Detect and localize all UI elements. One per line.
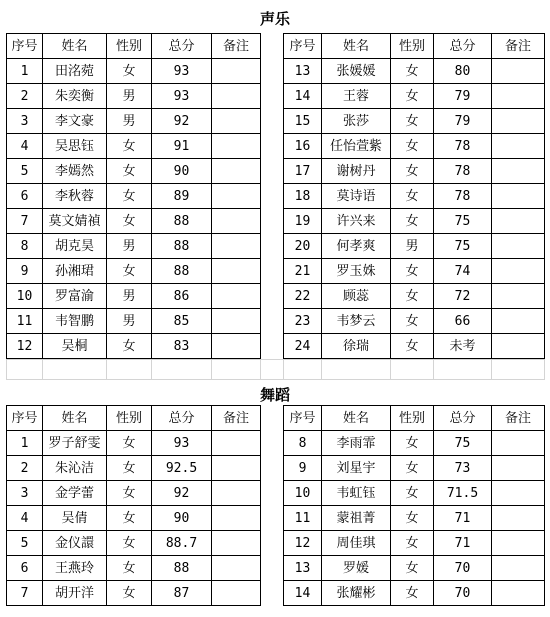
gender-cell: 女 — [391, 531, 434, 556]
dance-table-left — [6, 405, 261, 606]
student-name-cell: 莫文婧禎 — [43, 209, 107, 234]
row-number-cell: 3 — [7, 109, 43, 134]
row-number-cell: 9 — [7, 259, 43, 284]
row-number-cell: 2 — [7, 84, 43, 109]
remarks-cell — [212, 109, 261, 134]
row-number-cell: 13 — [284, 556, 322, 581]
total-score-cell: 71 — [434, 531, 492, 556]
gender-cell: 女 — [391, 334, 434, 359]
total-score-cell: 未考 — [434, 334, 492, 359]
gender-cell: 女 — [391, 309, 434, 334]
student-name-cell: 吴桐 — [43, 334, 107, 359]
student-name-cell: 罗子舒雯 — [43, 431, 107, 456]
table-row — [284, 234, 545, 259]
row-number-cell: 19 — [284, 209, 322, 234]
row-number-cell: 13 — [284, 59, 322, 84]
student-name-cell: 韦智鹏 — [43, 309, 107, 334]
gender-cell: 女 — [107, 431, 152, 456]
row-number-cell: 8 — [284, 431, 322, 456]
remarks-cell — [212, 234, 261, 259]
student-name-cell: 许兴来 — [322, 209, 391, 234]
student-name-cell: 罗富渝 — [43, 284, 107, 309]
row-number-cell: 20 — [284, 234, 322, 259]
gender-cell: 男 — [391, 234, 434, 259]
row-number-cell: 22 — [284, 284, 322, 309]
row-number-cell: 8 — [7, 234, 43, 259]
student-name-cell: 刘星宇 — [322, 456, 391, 481]
row-number-cell: 12 — [284, 531, 322, 556]
gender-cell: 女 — [107, 134, 152, 159]
column-header: 序号 — [7, 34, 43, 59]
total-score-cell: 92.5 — [152, 456, 212, 481]
total-score-cell: 88.7 — [152, 531, 212, 556]
remarks-cell — [492, 134, 545, 159]
student-name-cell: 罗玉姝 — [322, 259, 391, 284]
remarks-cell — [492, 531, 545, 556]
total-score-cell: 85 — [152, 309, 212, 334]
student-name-cell: 李秋蓉 — [43, 184, 107, 209]
total-score-cell: 79 — [434, 109, 492, 134]
gender-cell: 男 — [107, 234, 152, 259]
total-score-cell: 79 — [434, 84, 492, 109]
student-name-cell: 韦梦云 — [322, 309, 391, 334]
student-name-cell: 张耀彬 — [322, 581, 391, 606]
table-row — [284, 159, 545, 184]
row-number-cell: 1 — [7, 59, 43, 84]
dance-left-body — [7, 406, 261, 606]
gender-cell: 女 — [391, 456, 434, 481]
remarks-cell — [212, 134, 261, 159]
header-row — [7, 406, 261, 431]
remarks-cell — [492, 334, 545, 359]
student-name-cell: 朱奕衡 — [43, 84, 107, 109]
table-row — [7, 506, 261, 531]
row-number-cell: 18 — [284, 184, 322, 209]
table-row — [7, 209, 261, 234]
table-row — [284, 481, 545, 506]
total-score-cell: 87 — [152, 581, 212, 606]
row-number-cell: 23 — [284, 309, 322, 334]
total-score-cell: 80 — [434, 59, 492, 84]
row-number-cell: 12 — [7, 334, 43, 359]
table-row — [7, 481, 261, 506]
table-row — [7, 284, 261, 309]
row-number-cell: 14 — [284, 84, 322, 109]
total-score-cell: 78 — [434, 134, 492, 159]
total-score-cell: 93 — [152, 59, 212, 84]
table-row — [284, 59, 545, 84]
column-header: 姓名 — [43, 406, 107, 431]
column-header: 性别 — [391, 34, 434, 59]
gender-cell: 女 — [391, 259, 434, 284]
gender-cell: 女 — [391, 284, 434, 309]
student-name-cell: 田洺菀 — [43, 59, 107, 84]
gender-cell: 女 — [107, 556, 152, 581]
column-header: 序号 — [7, 406, 43, 431]
student-name-cell: 罗媛 — [322, 556, 391, 581]
table-row — [284, 506, 545, 531]
gender-cell: 女 — [107, 481, 152, 506]
gender-cell: 女 — [391, 184, 434, 209]
total-score-cell: 92 — [152, 481, 212, 506]
header-row — [7, 34, 261, 59]
column-header: 序号 — [284, 34, 322, 59]
row-number-cell: 6 — [7, 556, 43, 581]
gender-cell: 女 — [107, 59, 152, 84]
student-name-cell: 王燕玲 — [43, 556, 107, 581]
gender-cell: 女 — [107, 506, 152, 531]
total-score-cell: 74 — [434, 259, 492, 284]
remarks-cell — [212, 481, 261, 506]
remarks-cell — [212, 506, 261, 531]
total-score-cell: 90 — [152, 506, 212, 531]
row-number-cell: 11 — [7, 309, 43, 334]
row-number-cell: 11 — [284, 506, 322, 531]
gender-cell: 女 — [107, 159, 152, 184]
total-score-cell: 75 — [434, 234, 492, 259]
student-name-cell: 胡克昊 — [43, 234, 107, 259]
header-row — [284, 34, 545, 59]
row-number-cell: 1 — [7, 431, 43, 456]
gender-cell: 男 — [107, 284, 152, 309]
remarks-cell — [212, 209, 261, 234]
total-score-cell: 72 — [434, 284, 492, 309]
header-row — [284, 406, 545, 431]
remarks-cell — [212, 456, 261, 481]
section-title-vocal: 声乐 — [259, 10, 290, 28]
student-name-cell: 李雨霏 — [322, 431, 391, 456]
student-name-cell: 何孝爽 — [322, 234, 391, 259]
remarks-cell — [492, 209, 545, 234]
student-name-cell: 顾蕊 — [322, 284, 391, 309]
gender-cell: 女 — [391, 506, 434, 531]
remarks-cell — [492, 284, 545, 309]
gender-cell: 女 — [391, 209, 434, 234]
row-number-cell: 4 — [7, 134, 43, 159]
table-row — [284, 334, 545, 359]
student-name-cell: 张媛媛 — [322, 59, 391, 84]
total-score-cell: 92 — [152, 109, 212, 134]
column-header: 备注 — [492, 406, 545, 431]
gender-cell: 女 — [107, 209, 152, 234]
row-number-cell: 7 — [7, 581, 43, 606]
total-score-cell: 88 — [152, 209, 212, 234]
gender-cell: 女 — [391, 84, 434, 109]
remarks-cell — [212, 259, 261, 284]
table-row — [7, 134, 261, 159]
total-score-cell: 75 — [434, 431, 492, 456]
gender-cell: 女 — [391, 581, 434, 606]
remarks-cell — [212, 556, 261, 581]
table-row — [7, 531, 261, 556]
table-row — [7, 581, 261, 606]
student-name-cell: 李文豪 — [43, 109, 107, 134]
column-header: 序号 — [284, 406, 322, 431]
column-header: 备注 — [212, 34, 261, 59]
column-header: 性别 — [107, 34, 152, 59]
remarks-cell — [492, 184, 545, 209]
total-score-cell: 90 — [152, 159, 212, 184]
table-row — [7, 456, 261, 481]
student-name-cell: 张莎 — [322, 109, 391, 134]
row-number-cell: 2 — [7, 456, 43, 481]
student-name-cell: 莫诗语 — [322, 184, 391, 209]
remarks-cell — [212, 184, 261, 209]
row-number-cell: 21 — [284, 259, 322, 284]
column-header: 总分 — [152, 34, 212, 59]
total-score-cell: 86 — [152, 284, 212, 309]
column-header: 姓名 — [322, 34, 391, 59]
student-name-cell: 金仪譞 — [43, 531, 107, 556]
gender-cell: 女 — [107, 259, 152, 284]
table-row — [7, 109, 261, 134]
total-score-cell: 83 — [152, 334, 212, 359]
row-number-cell: 10 — [284, 481, 322, 506]
remarks-cell — [492, 109, 545, 134]
column-header: 姓名 — [43, 34, 107, 59]
dance-table-right — [283, 405, 545, 606]
remarks-cell — [212, 284, 261, 309]
remarks-cell — [492, 456, 545, 481]
vocal-table-left — [6, 33, 261, 359]
vocal-left-body — [7, 34, 261, 359]
table-row — [284, 309, 545, 334]
student-name-cell: 韦虹钰 — [322, 481, 391, 506]
remarks-cell — [492, 556, 545, 581]
dance-right-body — [284, 406, 545, 606]
vocal-right-body — [284, 34, 545, 359]
remarks-cell — [492, 506, 545, 531]
total-score-cell: 75 — [434, 209, 492, 234]
table-row — [284, 456, 545, 481]
gender-cell: 女 — [391, 431, 434, 456]
student-name-cell: 孙湘珺 — [43, 259, 107, 284]
row-number-cell: 15 — [284, 109, 322, 134]
row-number-cell: 4 — [7, 506, 43, 531]
gender-cell: 女 — [107, 531, 152, 556]
table-row — [284, 556, 545, 581]
table-row — [7, 234, 261, 259]
total-score-cell: 93 — [152, 84, 212, 109]
student-name-cell: 徐瑞 — [322, 334, 391, 359]
total-score-cell: 91 — [152, 134, 212, 159]
gender-cell: 女 — [391, 59, 434, 84]
table-row — [7, 309, 261, 334]
student-name-cell: 谢树丹 — [322, 159, 391, 184]
column-header: 总分 — [152, 406, 212, 431]
remarks-cell — [492, 159, 545, 184]
total-score-cell: 78 — [434, 184, 492, 209]
remarks-cell — [492, 481, 545, 506]
student-name-cell: 吴思钰 — [43, 134, 107, 159]
column-header: 性别 — [107, 406, 152, 431]
table-row — [7, 59, 261, 84]
row-number-cell: 24 — [284, 334, 322, 359]
row-number-cell: 7 — [7, 209, 43, 234]
column-header: 性别 — [391, 406, 434, 431]
column-header: 备注 — [492, 34, 545, 59]
table-row — [284, 531, 545, 556]
gender-cell: 女 — [391, 109, 434, 134]
gender-cell: 女 — [107, 334, 152, 359]
column-header: 备注 — [212, 406, 261, 431]
gender-cell: 女 — [391, 556, 434, 581]
remarks-cell — [492, 581, 545, 606]
total-score-cell: 66 — [434, 309, 492, 334]
total-score-cell: 73 — [434, 456, 492, 481]
remarks-cell — [492, 84, 545, 109]
gender-cell: 男 — [107, 109, 152, 134]
student-name-cell: 周佳琪 — [322, 531, 391, 556]
table-row — [284, 109, 545, 134]
table-row — [284, 284, 545, 309]
table-row — [284, 431, 545, 456]
remarks-cell — [492, 431, 545, 456]
total-score-cell: 70 — [434, 556, 492, 581]
remarks-cell — [212, 59, 261, 84]
total-score-cell: 88 — [152, 556, 212, 581]
row-number-cell: 5 — [7, 531, 43, 556]
gender-cell: 男 — [107, 309, 152, 334]
row-number-cell: 14 — [284, 581, 322, 606]
student-name-cell: 朱沁洁 — [43, 456, 107, 481]
section-title-dance: 舞蹈 — [259, 386, 290, 404]
table-row — [284, 259, 545, 284]
table-row — [7, 259, 261, 284]
student-name-cell: 胡开洋 — [43, 581, 107, 606]
remarks-cell — [492, 259, 545, 284]
row-number-cell: 9 — [284, 456, 322, 481]
table-row — [284, 209, 545, 234]
total-score-cell: 93 — [152, 431, 212, 456]
remarks-cell — [212, 309, 261, 334]
table-row — [7, 184, 261, 209]
student-name-cell: 任怡萱紫 — [322, 134, 391, 159]
table-row — [7, 556, 261, 581]
gender-cell: 女 — [107, 456, 152, 481]
row-number-cell: 3 — [7, 481, 43, 506]
total-score-cell: 71.5 — [434, 481, 492, 506]
remarks-cell — [212, 159, 261, 184]
table-row — [7, 431, 261, 456]
remarks-cell — [212, 581, 261, 606]
gender-cell: 女 — [391, 134, 434, 159]
remarks-cell — [212, 531, 261, 556]
table-row — [284, 581, 545, 606]
remarks-cell — [212, 334, 261, 359]
total-score-cell: 70 — [434, 581, 492, 606]
total-score-cell: 71 — [434, 506, 492, 531]
gender-cell: 男 — [107, 84, 152, 109]
student-name-cell: 吴倩 — [43, 506, 107, 531]
column-header: 姓名 — [322, 406, 391, 431]
student-name-cell: 金学蕾 — [43, 481, 107, 506]
remarks-cell — [492, 59, 545, 84]
gender-cell: 女 — [391, 481, 434, 506]
table-row — [7, 84, 261, 109]
gender-cell: 女 — [107, 184, 152, 209]
row-number-cell: 16 — [284, 134, 322, 159]
remarks-cell — [212, 431, 261, 456]
table-row — [7, 159, 261, 184]
row-number-cell: 10 — [7, 284, 43, 309]
gender-cell: 女 — [107, 581, 152, 606]
row-number-cell: 5 — [7, 159, 43, 184]
table-row — [7, 334, 261, 359]
remarks-cell — [212, 84, 261, 109]
empty-rows — [6, 359, 545, 380]
column-header: 总分 — [434, 406, 492, 431]
vocal-table-right — [283, 33, 545, 359]
student-name-cell: 蒙祖菁 — [322, 506, 391, 531]
gender-cell: 女 — [391, 159, 434, 184]
column-header: 总分 — [434, 34, 492, 59]
row-number-cell: 17 — [284, 159, 322, 184]
table-row — [284, 134, 545, 159]
total-score-cell: 88 — [152, 259, 212, 284]
remarks-cell — [492, 309, 545, 334]
table-row — [284, 184, 545, 209]
student-name-cell: 王蓉 — [322, 84, 391, 109]
total-score-cell: 89 — [152, 184, 212, 209]
table-row — [284, 84, 545, 109]
student-name-cell: 李嫣然 — [43, 159, 107, 184]
remarks-cell — [492, 234, 545, 259]
total-score-cell: 78 — [434, 159, 492, 184]
row-number-cell: 6 — [7, 184, 43, 209]
total-score-cell: 88 — [152, 234, 212, 259]
